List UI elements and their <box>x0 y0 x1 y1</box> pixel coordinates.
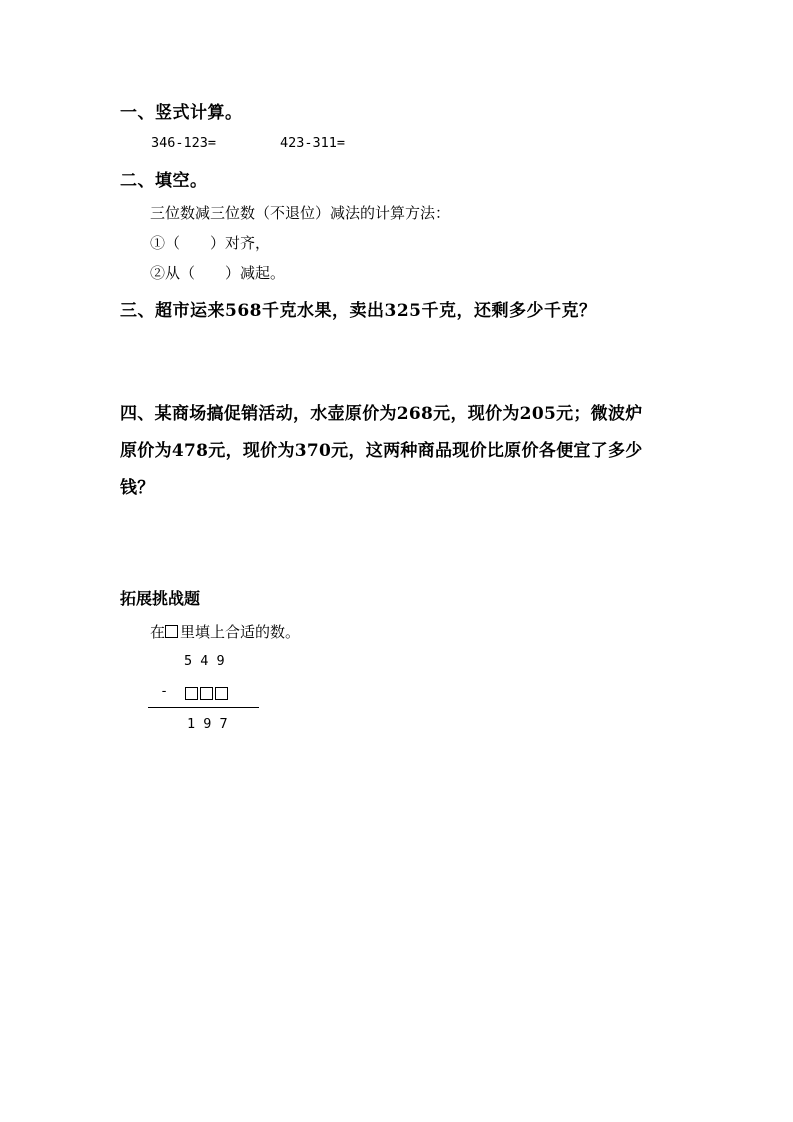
minuend: 5 4 9 <box>184 653 225 669</box>
section-2-heading: 二、填空。 <box>120 171 208 191</box>
section-1-heading: 一、竖式计算。 <box>120 103 243 123</box>
blank-box-icon[interactable] <box>215 687 228 700</box>
fill-item-1: ①（ ）对齐， <box>150 234 271 252</box>
instruction-suffix: 里填上合适的数。 <box>180 623 301 641</box>
fill-prompt: 三位数减三位数（不退位）减法的计算方法： <box>150 204 451 222</box>
section-4-line-1: 四、某商场搞促销活动，水壶原价为268元，现价为205元；微波炉 <box>120 404 643 424</box>
blank-box-icon <box>165 625 178 638</box>
challenge-heading: 拓展挑战题 <box>120 589 201 608</box>
section-4-line-2: 原价为478元，现价为370元，这两种商品现价比原价各便宜了多少 <box>120 441 643 461</box>
subtrahend-boxes <box>185 684 230 703</box>
fill-item-2: ②从（ ）减起。 <box>150 264 286 282</box>
subtraction-line <box>148 707 259 708</box>
blank-box-icon[interactable] <box>185 687 198 700</box>
difference: 1 9 7 <box>187 716 228 732</box>
blank-box-icon[interactable] <box>200 687 213 700</box>
instruction-prefix: 在 <box>150 623 166 641</box>
problem-1: 346-123= <box>151 135 217 151</box>
section-3-question: 三、超市运来568千克水果，卖出325千克，还剩多少千克？ <box>120 301 597 321</box>
minus-sign: - <box>160 683 169 699</box>
problem-2: 423-311= <box>280 135 346 151</box>
challenge-instruction <box>150 621 300 642</box>
section-4-line-3: 钱？ <box>120 478 155 498</box>
